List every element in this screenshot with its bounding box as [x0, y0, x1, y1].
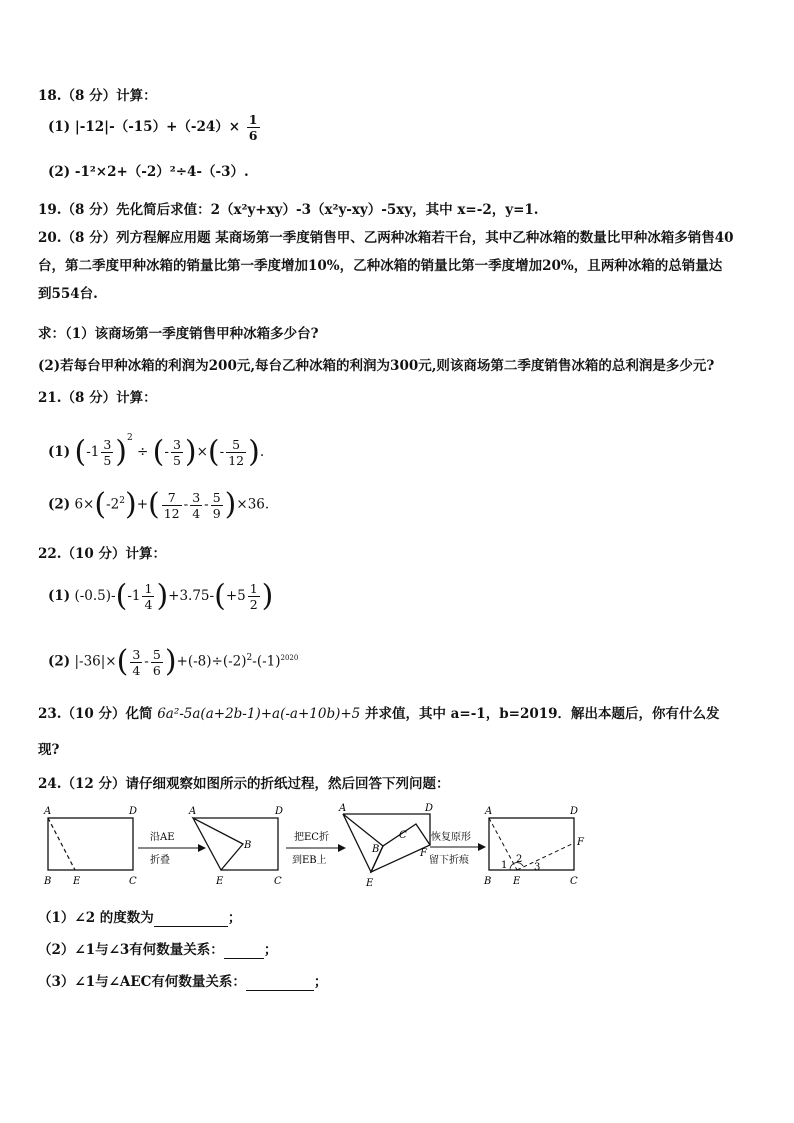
left-paren: (	[207, 434, 220, 470]
fraction	[162, 490, 182, 521]
fraction-denominator: 6	[152, 662, 161, 678]
folded-triangle	[193, 818, 243, 870]
plus-operator: +	[136, 496, 149, 513]
fraction-numerator: 1	[249, 581, 258, 596]
angle-1-label: 1	[501, 860, 508, 871]
term: (-0.5)-	[74, 588, 116, 604]
left-paren: (	[214, 578, 226, 614]
q22-header: 22.（10 分）计算：	[38, 546, 166, 562]
fraction-denominator: 12	[228, 453, 245, 468]
q22-part1-label: (1)	[48, 588, 71, 604]
q24-question2	[38, 938, 277, 959]
semicolon: ；	[313, 974, 328, 990]
label-a: A	[189, 806, 197, 817]
q20-line3: 到554台.	[38, 286, 98, 302]
q23-expression: 6a²-5a(a+2b-1)+a(-a+10b)+5	[157, 706, 361, 722]
minus-sign: -	[219, 444, 225, 460]
divide-operator: ÷	[137, 444, 149, 460]
step2-line2: 到EB上	[292, 855, 327, 866]
step1-line1: 沿AE	[150, 832, 175, 843]
rectangle	[48, 818, 133, 870]
fraction-numerator: 3	[132, 646, 141, 662]
q20-block	[38, 224, 763, 308]
remaining-edge	[193, 818, 278, 870]
multiply-operator: ×	[196, 444, 208, 460]
q24-question3	[38, 970, 327, 991]
label-c: C	[129, 876, 137, 887]
exponent: 2	[127, 433, 133, 443]
fraction-numerator: 5	[212, 489, 221, 505]
fraction-numerator: 3	[172, 437, 181, 452]
angle-3-label: 3	[534, 862, 541, 873]
folding-diagram	[38, 800, 598, 890]
label-b: B	[244, 840, 252, 851]
fraction-denominator: 4	[144, 597, 153, 612]
fraction	[248, 581, 260, 612]
arrow-3-head	[478, 843, 486, 851]
fraction	[101, 437, 113, 468]
right-paren: )	[261, 578, 274, 614]
label-b: B	[372, 844, 380, 855]
absolute-term: |-36|×	[74, 653, 117, 670]
fraction-denominator: 5	[103, 453, 112, 468]
fraction-numerator: 7	[162, 490, 182, 506]
fraction-numerator: 5	[152, 646, 161, 662]
label-b: B	[484, 876, 492, 887]
fraction-denominator: 4	[192, 505, 201, 521]
q24-header: 24.（12 分）请仔细观察如图所示的折纸过程，然后回答下列问题：	[38, 776, 450, 792]
fold-line-ae	[48, 818, 75, 870]
fraction	[226, 437, 246, 468]
mixed-whole: -1	[86, 444, 100, 460]
label-e: E	[366, 878, 374, 889]
q24-question1	[38, 906, 241, 927]
q23-line1	[38, 702, 720, 722]
coefficient: 6×	[74, 496, 95, 513]
q18-header: 18.（8 分）计算：	[38, 88, 157, 104]
fraction-denominator: 2	[249, 597, 258, 612]
label-e: E	[513, 876, 521, 887]
label-c: C	[274, 876, 282, 887]
label-a: A	[339, 803, 347, 814]
q24-question2-text: （2）∠1与∠3有何数量关系：	[38, 942, 224, 958]
label-d: D	[129, 806, 138, 817]
minus-operator: -	[204, 496, 209, 513]
fraction-numerator: 1	[248, 112, 258, 127]
term: -(-1)	[252, 653, 281, 670]
term: +3.75-	[168, 588, 215, 604]
minus-sign: -	[164, 444, 169, 460]
period: .	[264, 496, 270, 513]
q21-part1-label: (1)	[48, 444, 71, 460]
q20-ask: 求：（1）该商场第一季度销售甲种冰箱多少台?	[38, 326, 319, 342]
q21-header: 21.（8 分）计算：	[38, 390, 157, 406]
q22-part1	[48, 576, 273, 616]
q18-part1-label: (1)	[48, 119, 71, 135]
fraction-numerator: 1	[144, 581, 153, 596]
q20-question2: (2)若每台甲种冰箱的利润为200元,每台乙种冰箱的利润为300元,则该商场第二季度销售冰箱的总利润是多少元?	[38, 358, 715, 374]
right-paren: )	[164, 644, 177, 679]
label-f: F	[420, 848, 427, 859]
minus-operator: -	[144, 653, 149, 670]
term: +(-8)÷(-2)	[176, 653, 247, 670]
figure-4	[483, 806, 585, 887]
label-c: C	[399, 830, 407, 841]
label-d: D	[425, 803, 434, 814]
step2-line1: 把EC折	[294, 832, 329, 843]
fraction-denominator: 6	[248, 128, 258, 143]
right-paren: )	[124, 487, 137, 522]
q22-part2-label: (2)	[48, 653, 71, 670]
fraction-denominator: 9	[212, 505, 221, 521]
folded-triangle-ab	[343, 814, 383, 872]
right-paren: )	[224, 487, 237, 522]
q23-line2: 现?	[38, 742, 60, 758]
minus-operator: -	[183, 496, 189, 513]
label-a: A	[485, 806, 493, 817]
left-paren: (	[116, 644, 129, 679]
label-a: A	[44, 806, 52, 817]
fraction	[151, 647, 163, 678]
q22-part2	[48, 638, 298, 682]
fraction	[130, 647, 142, 678]
left-paren: (	[115, 578, 128, 614]
fraction	[171, 437, 183, 468]
exponent: 2	[119, 496, 125, 506]
q23-prefix: 23.（10 分）化简	[38, 706, 158, 722]
right-paren: )	[156, 578, 169, 614]
crease-ef	[517, 843, 574, 870]
q18-part1-fraction	[247, 112, 260, 143]
q19-text: 19.（8 分）先化简后求值：2（x²y+xy）-3（x²y-xy）-5xy，其中 x=-2，y=1.	[38, 202, 539, 218]
left-paren: (	[94, 487, 107, 522]
fraction	[211, 490, 223, 521]
right-paren: )	[115, 434, 128, 470]
fraction-denominator: 5	[172, 453, 181, 468]
q18-part2: (2) -1²×2+（-2）²÷4-（-3）.	[48, 164, 249, 180]
mixed-whole: +5	[225, 588, 246, 604]
answer-blank[interactable]	[246, 974, 314, 991]
label-e: E	[73, 876, 81, 887]
fraction	[142, 581, 154, 612]
angle-2-label: 2	[516, 854, 523, 865]
exponent: 2020	[280, 654, 299, 662]
fraction-numerator: 3	[103, 437, 112, 452]
q18-part1	[48, 112, 262, 143]
answer-blank[interactable]	[224, 942, 264, 959]
label-d: D	[570, 806, 579, 817]
label-f: F	[577, 837, 584, 848]
q18-part1-expr: |-12|-（-15）+（-24）×	[74, 119, 241, 135]
fraction	[190, 490, 202, 521]
exponent: 2	[246, 653, 253, 663]
right-paren: )	[248, 434, 260, 470]
label-d: D	[275, 806, 284, 817]
arrow-1-head	[198, 844, 206, 852]
q24-question1-text: （1）∠2 的度数为	[38, 910, 154, 926]
left-paren: (	[152, 434, 165, 470]
right-paren: )	[184, 434, 197, 470]
q20-line1: 20.（8 分）列方程解应用题 某商场第一季度销售甲、乙两种冰箱若干台，其中乙种冰箱的数量比甲种冰箱多销售40	[38, 230, 734, 246]
fraction-denominator: 4	[132, 662, 141, 678]
left-paren: (	[148, 487, 160, 522]
q21-part1	[48, 418, 264, 472]
fraction-numerator: 3	[192, 489, 201, 505]
label-e: E	[216, 876, 224, 887]
q23-suffix: 并求值，其中 a=-1，b=2019．解出本题后，你有什么发	[360, 706, 720, 722]
label-b: B	[44, 876, 52, 887]
step3-line1: 恢复原形	[431, 832, 471, 843]
fraction-denominator: 12	[163, 505, 180, 521]
step1-line2: 折叠	[150, 855, 170, 866]
inner-term: -2	[106, 496, 120, 513]
q21-part2	[48, 481, 269, 525]
q21-part2-label: (2)	[48, 496, 71, 513]
fraction-numerator: 5	[226, 437, 246, 453]
answer-blank[interactable]	[154, 910, 228, 927]
period: .	[259, 444, 265, 460]
semicolon: ；	[227, 910, 242, 926]
arrow-2-head	[338, 844, 346, 852]
step3-line2: 留下折痕	[429, 855, 469, 866]
q20-line2: 台，第二季度甲种冰箱的销量比第一季度增加10%，乙种冰箱的销量比第一季度增加20%，且两种冰箱的总销量达	[38, 258, 723, 274]
figure-1	[43, 806, 137, 887]
label-c: C	[570, 876, 578, 887]
multiplier: ×36	[236, 496, 265, 513]
q24-question3-text: （3）∠1与∠AEC有何数量关系：	[38, 974, 246, 990]
left-paren: (	[74, 434, 87, 470]
mixed-whole: -1	[127, 588, 141, 604]
figure-3	[338, 803, 433, 889]
semicolon: ；	[263, 942, 278, 958]
